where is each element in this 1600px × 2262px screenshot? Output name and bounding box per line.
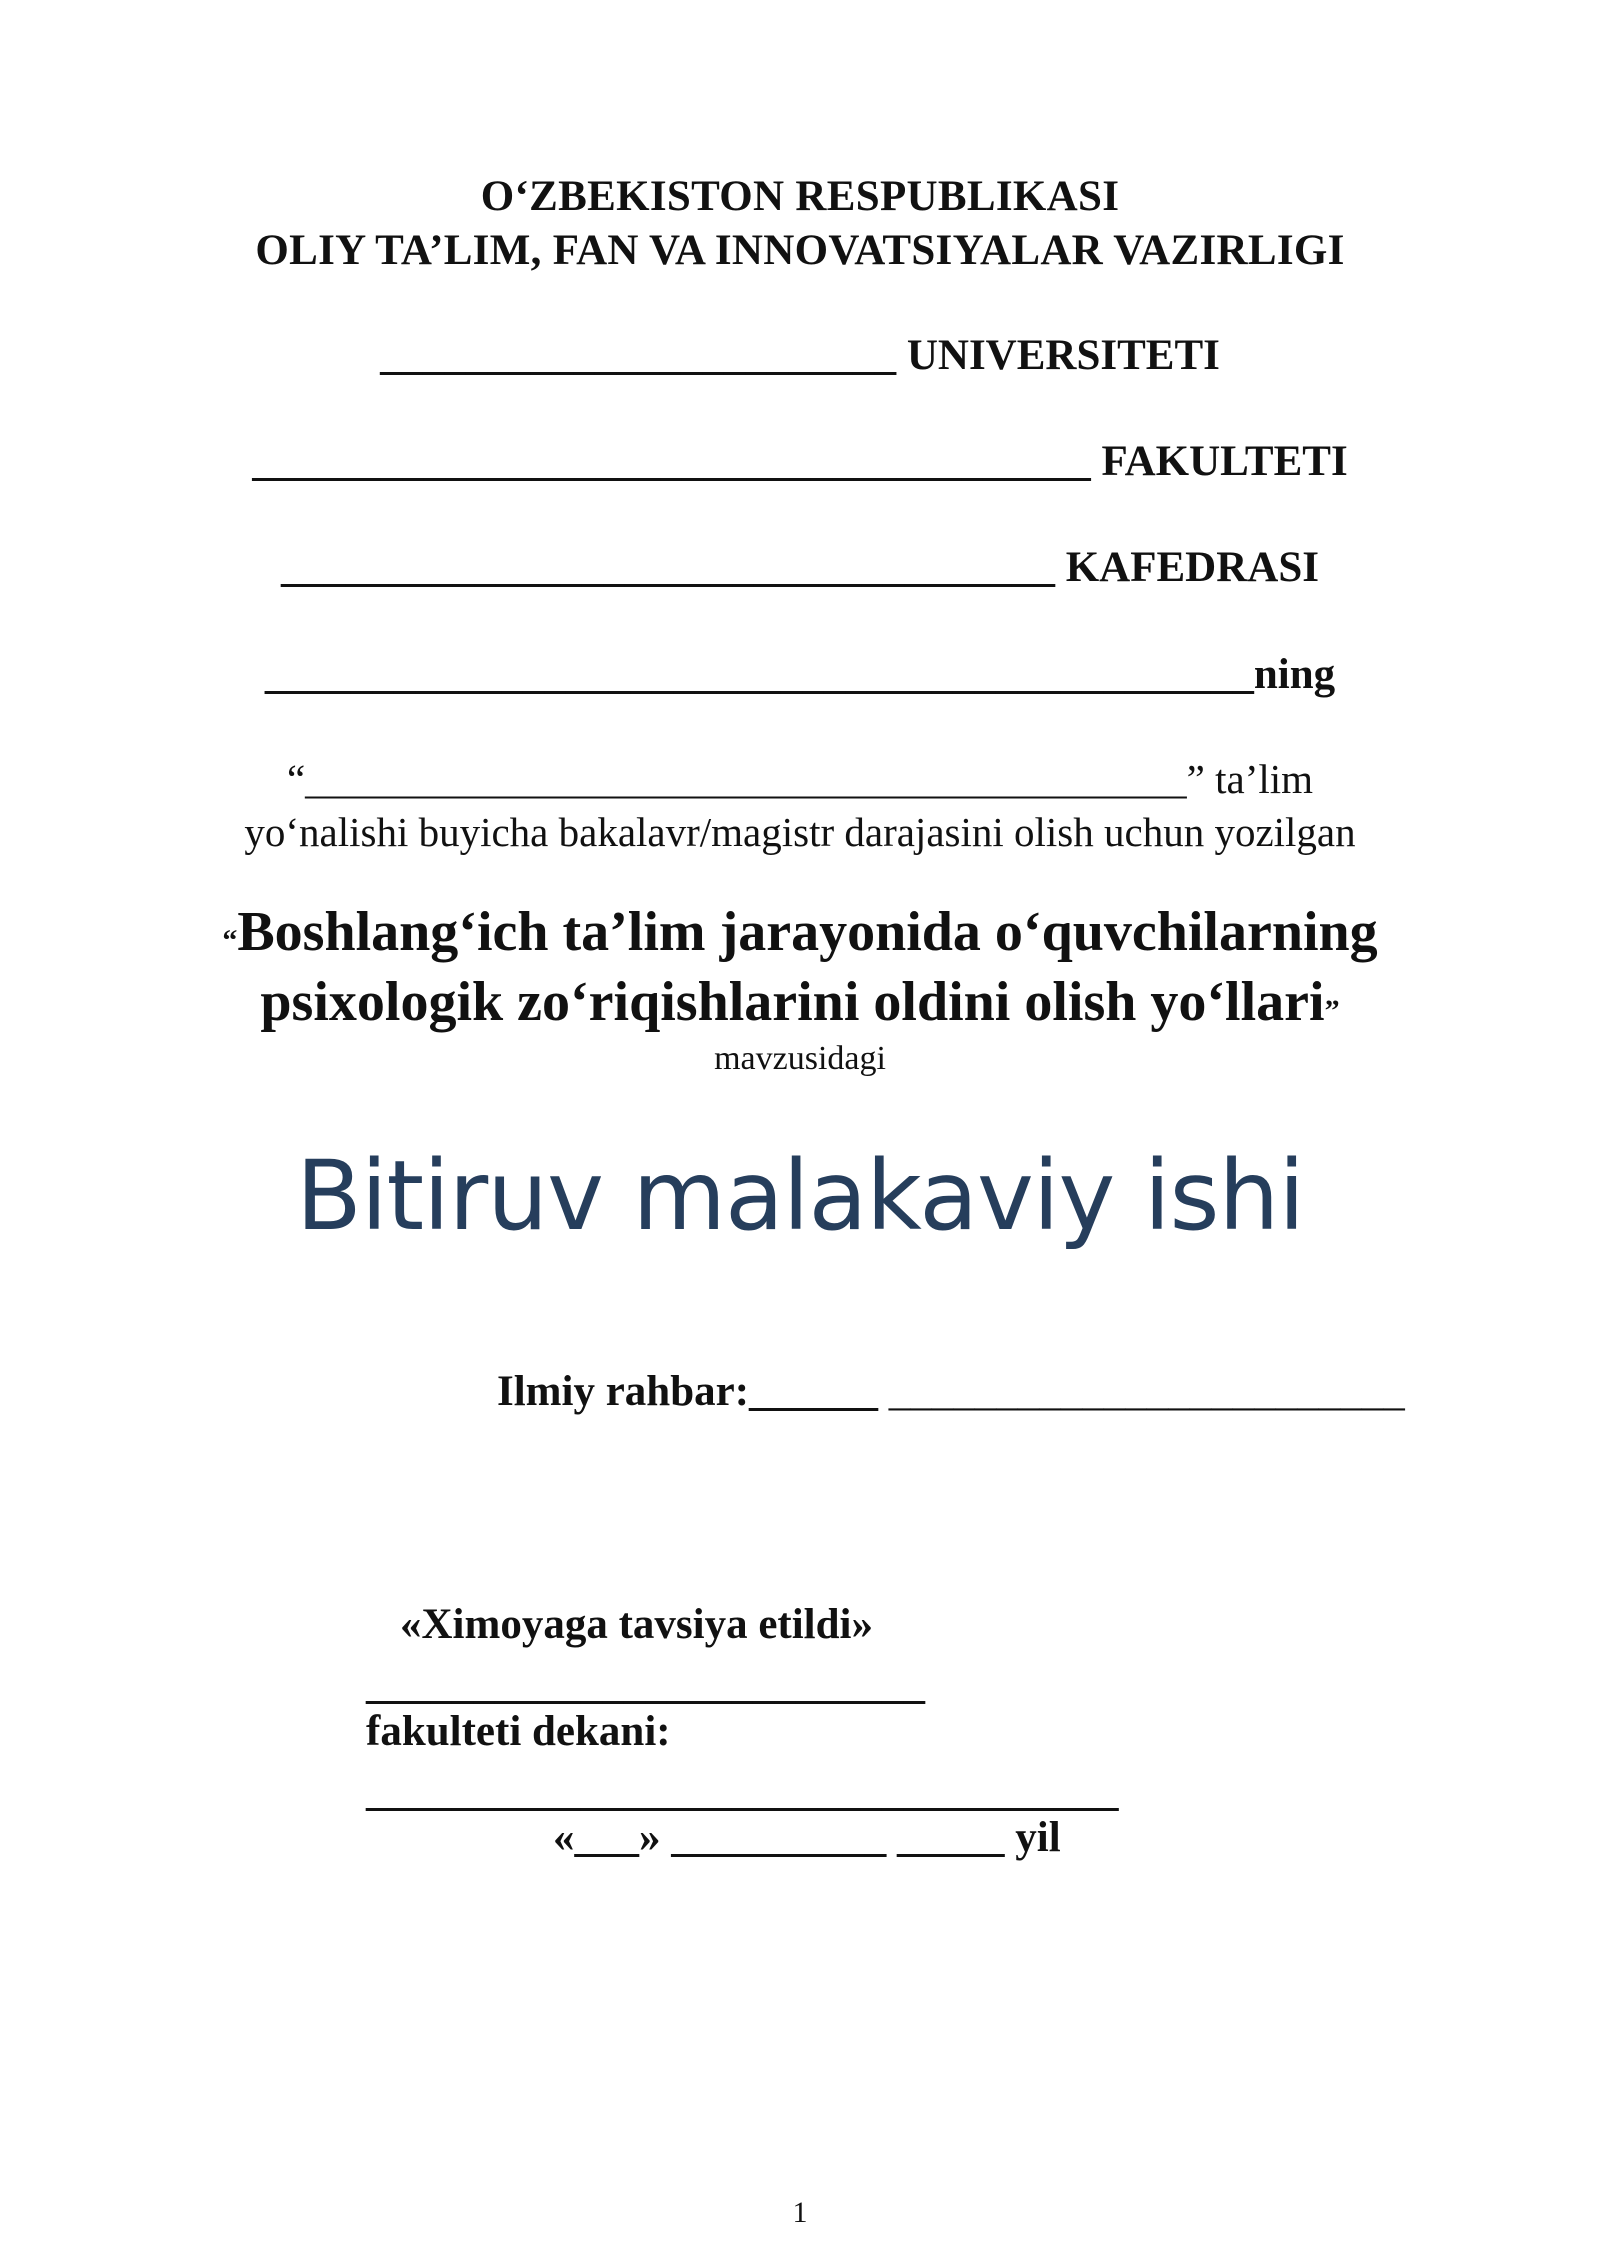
- direction-line1: “___________________________________________” ta’lim: [286, 756, 1314, 802]
- topic-line1: [0, 900, 1600, 964]
- topic-line2: [0, 970, 1600, 1034]
- ministry-header-line2: OLIY TA’LIM, FAN VA INNOVATSIYALAR VAZIRLIGI: [255, 227, 1345, 274]
- faculty-field: _______________________________________ FAKULTETI: [252, 438, 1348, 485]
- topic-close-quote: ”: [1324, 994, 1340, 1027]
- defense-date: «___» __________ _____ yil: [553, 1814, 1061, 1861]
- defense-blank-2: ___________________________________: [366, 1768, 1119, 1815]
- university-field: ________________________ UNIVERSITETI: [380, 332, 1220, 379]
- ministry-header-line1: O‘ZBEKISTON RESPUBLIKASI: [480, 173, 1120, 220]
- student-field: ______________________________________________ning: [264, 651, 1336, 698]
- department-field: ____________________________________ KAFEDRASI: [280, 544, 1319, 591]
- defense-heading: «Ximoyaga tavsiya etildi»: [400, 1601, 873, 1648]
- topic-line1-text: Boshlang‘ich ta’lim jarayonida o‘quvchilarning: [237, 901, 1378, 963]
- dean-label: fakulteti dekani:: [366, 1708, 671, 1755]
- page-number: 1: [792, 2196, 808, 2229]
- direction-line2: yo‘nalishi buyicha bakalavr/magistr darajasini olish uchun yozilgan: [244, 809, 1356, 855]
- topic-caption: mavzusidagi: [714, 1040, 886, 1077]
- topic-line2-text: psixologik zo‘riqishlarini oldini olish yo‘llari: [260, 971, 1325, 1033]
- supervisor-blank: ________________________: [888, 1368, 1405, 1415]
- topic-open-quote: “: [222, 924, 238, 957]
- supervisor-line: [497, 1367, 1405, 1416]
- document-title: Bitiruv malakaviy ishi: [295, 1140, 1305, 1252]
- supervisor-label: Ilmiy rahbar:______: [497, 1368, 889, 1415]
- defense-blank-1: __________________________: [366, 1661, 925, 1708]
